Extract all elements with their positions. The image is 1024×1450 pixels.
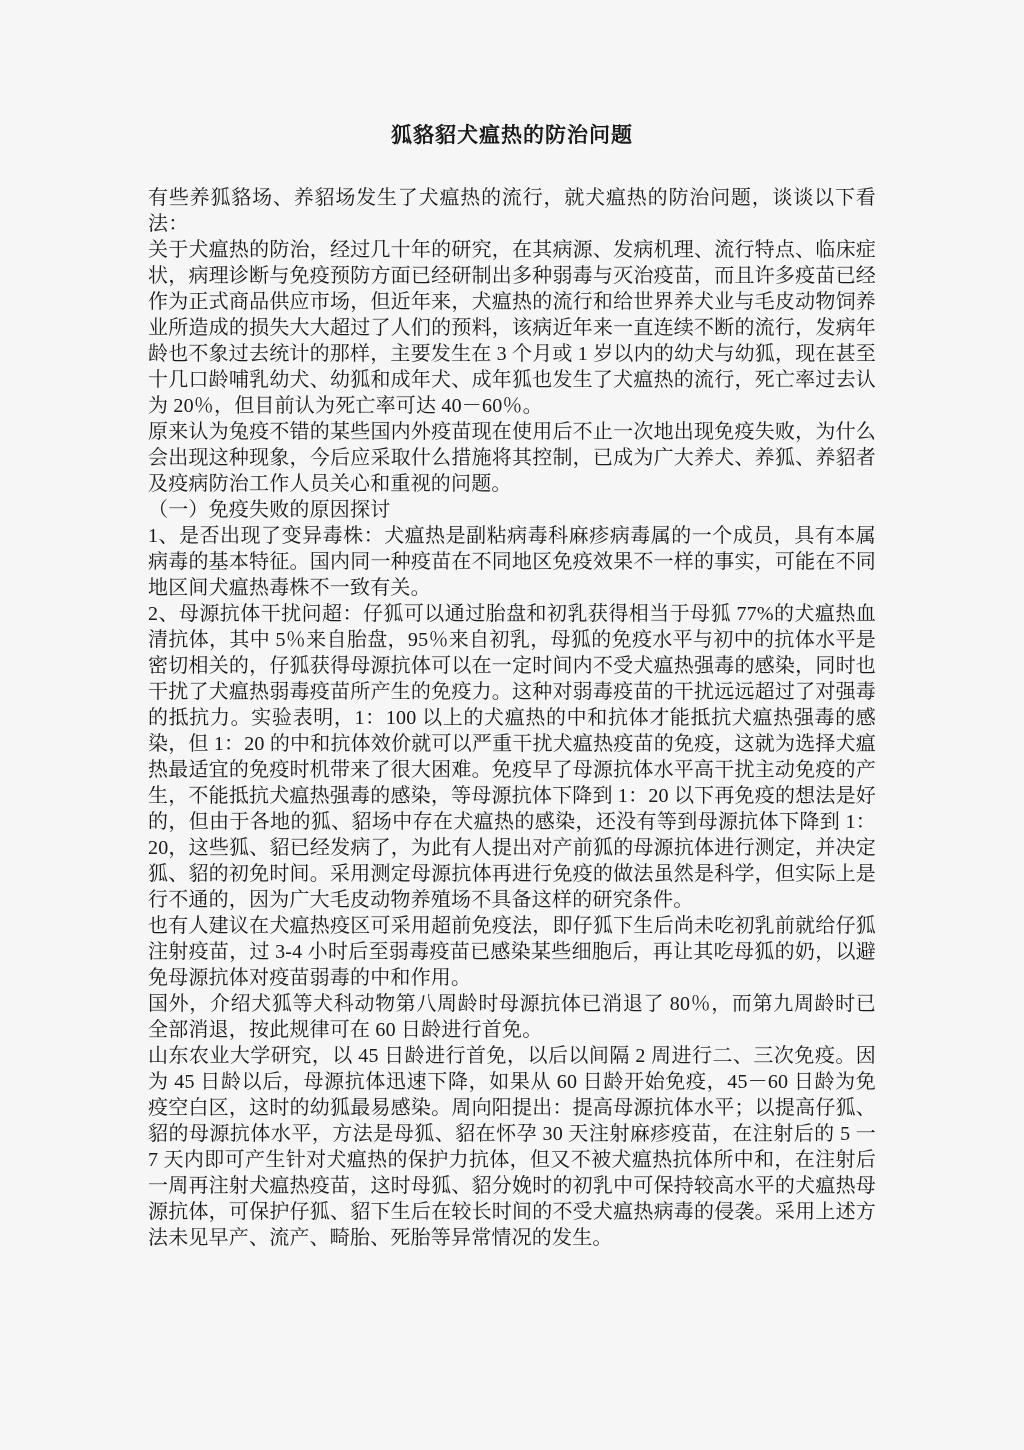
document-content bbox=[148, 0, 876, 1251]
paragraph-early-vaccination-method: 也有人建议在犬瘟热疫区可采用超前免疫法，即仔狐下生后尚未吃初乳前就给仔狐注射疫苗，过 3-4 小时后至弱毒疫苗已感染某些细胞后，再让其吃母狐的奶，以避免母源抗体对疫苗弱毒的中和作用。 bbox=[148, 915, 876, 989]
paragraph-intro: 有些养狐貉场、养貂场发生了犬瘟热的流行，就犬瘟热的防治问题，谈谈以下看法： bbox=[148, 187, 876, 235]
paragraph-immune-failure-intro: 原来认为兔疫不错的某些国内外疫苗现在使用后不止一次地出现免疫失败，为什么会出现这种现象，今后应采取什么措施将其控制，已成为广大养犬、养狐、养貂者及疫病防治工作人员关心和重视的问题。 bbox=[148, 421, 876, 495]
paragraph-shandong-university-research: 山东农业大学研究，以 45 日龄进行首免，以后以间隔 2 周进行二、三次免疫。因为 45 日龄以后，母源抗体迅速下降，如果从 60 日龄开始免疫，45－60 日龄为免疫空白区，这时的幼狐最易感染。周向阳提出：提高母源抗体水平；以提高仔狐、貂的母源抗体水平，方法是母狐、貂在怀孕 30 天注射麻疹疫苗，在注射后的 5 一 7 天内即可产生针对犬瘟热的保护力抗体，但又不被犬瘟热抗体所中和，在注射后一周再注射犬瘟热疫苗，这时母狐、貂分娩时的初乳中可保持较高水平的犬瘟热母源抗体，可保护仔狐、貂下生后在较长时间的不受犬瘟热病毒的侵袭。采用上述方法未见早产、流产、畸胎、死胎等异常情况的发生。 bbox=[148, 1045, 876, 1249]
section-heading-immune-failure-causes: （一）免疫失败的原因探讨 bbox=[148, 499, 391, 521]
paragraph-overview: 关于犬瘟热的防治，经过几十年的研究，在其病源、发病机理、流行特点、临床症状，病理诊断与免疫预防方面已经研制出多种弱毒与灭治疫苗，而且许多疫苗已经作为正式商品供应市场，但近年来，犬瘟热的流行和给世界养犬业与毛皮动物饲养业所造成的损失大大超过了人们的预料，该病近年来一直连续不断的流行，发病年龄也不象过去统计的那样，主要发生在 3 个月或 1 岁以内的幼犬与幼狐，现在甚至十几口龄哺乳幼犬、幼狐和成年犬、成年狐也发生了犬瘟热的流行，死亡率过去认为 20％，但目前认为死亡率可达 40－60％。 bbox=[148, 239, 876, 417]
document-title: 狐貉貂犬瘟热的防治问题 bbox=[391, 123, 633, 147]
paragraph-variant-strain: 1、是否出现了变异毒株：犬瘟热是副粘病毒科麻疹病毒属的一个成员，具有本属病毒的基本特征。国内同一种疫苗在不同地区免疫效果不一样的事实，可能在不同地区间犬瘟热毒株不一致有关。 bbox=[148, 525, 876, 599]
paragraph-foreign-research: 国外，介绍犬狐等犬科动物第八周龄时母源抗体已消退了 80％，而第九周龄时已全部消退，按此规律可在 60 日龄进行首免。 bbox=[148, 993, 876, 1041]
paragraph-maternal-antibody-interference: 2、母源抗体干扰问超：仔狐可以通过胎盘和初乳获得相当于母狐 77%的犬瘟热血清抗体，其中 5％来自胎盘，95％来自初乳，母狐的免疫水平与初中的抗体水平是密切相关的，仔狐获得母源抗体可以在一定时间内不受犬瘟热强毒的感染，同时也干扰了犬瘟热弱毒疫苗所产生的免疫力。这种对弱毒疫苗的干扰远远超过了对强毒的抵抗力。实验表明，1：100 以上的犬瘟热的中和抗体才能抵抗犬瘟热强毒的感染，但 1：20 的中和抗体效价就可以严重干扰犬瘟热疫苗的免疫，这就为选择犬瘟热最适宜的免疫时机带来了很大困难。免疫早了母源抗体水平高干扰主动免疫的产生，不能抵抗犬瘟热强毒的感染，等母源抗体下降到 1：20 以下再免疫的想法是好的，但由于各地的狐、貂场中存在犬瘟热的感染，还没有等到母源抗体下降到 1：20，这些狐、貂已经发病了，为此有人提出对产前狐的母源抗体进行测定，并决定狐、貂的初免时间。采用测定母源抗体再进行免疫的做法虽然是科学，但实际上是行不通的，因为广大毛皮动物养殖场不具备这样的研究条件。 bbox=[148, 603, 876, 911]
